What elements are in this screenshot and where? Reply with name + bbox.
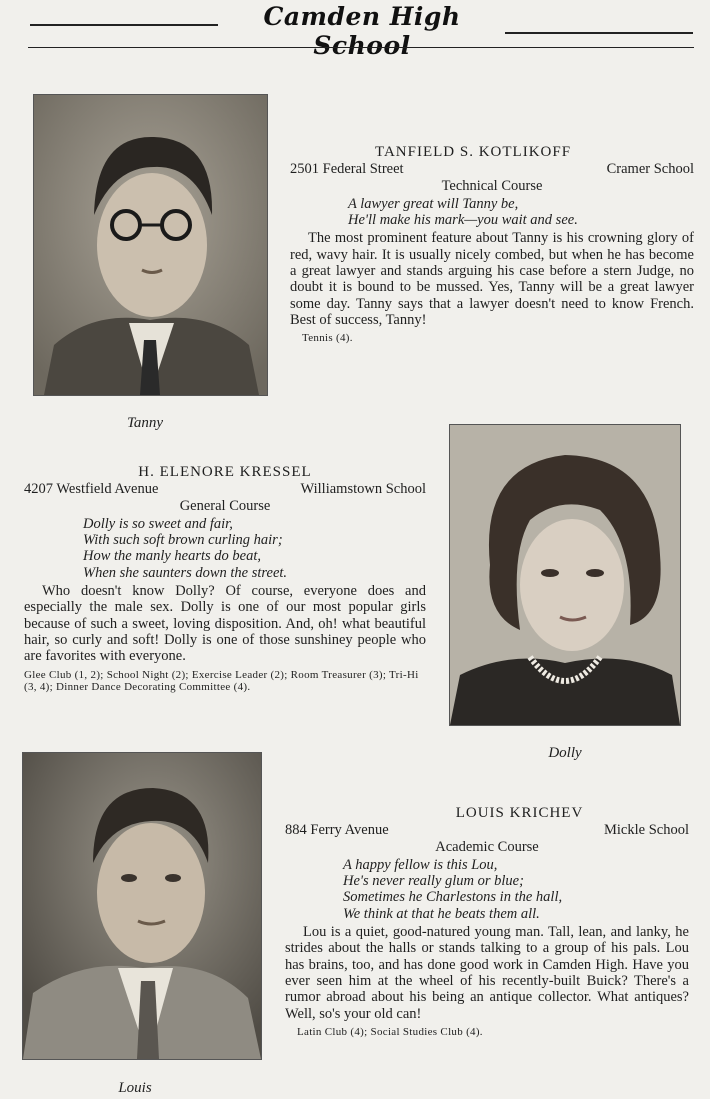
nickname-caption: Dolly [548,745,582,761]
verse-line: Sometimes he Charlestons in the hall, [343,889,563,906]
verse-line: A happy fellow is this Lou, [343,856,498,873]
student-name: H. ELENORE KRESSEL [138,464,312,480]
previous-school: Williamstown School [300,481,426,498]
student-name: LOUIS KRICHEV [455,805,584,821]
verse-line: How the manly hearts do beat, [83,548,262,565]
activities-list: Latin Club (4); Social Studies Club (4). [297,1025,483,1038]
course-name: Technical Course [441,177,543,194]
page-title: Camden High School [263,2,461,60]
header-underline [28,47,694,48]
student-bio: Lou is a quiet, good-natured young man. Tall, lean, and lanky, he strides about the halls or stands talking to a group of his pals. Lou has brains, too, and has done good work in Camden High. Have you ever seen him at the wheel of his recently-built Buick? There's a rumor abroad about his being an antique collector. What antiques? Well, so's your old can! [285,924,689,1022]
portrait-photo-tanny [33,94,268,396]
student-bio: Who doesn't know Dolly? Of course, everyone does and especially the male sex. Dolly is one of our most popular girls because of such a sweet, loving disposition. And, oh! what beautiful hair, so curly and soft! Dolly is one of those sunshiney people who are favorites with everyone. [24,583,426,665]
verse-line: He's never really glum or blue; [343,873,524,890]
student-verse [24,516,426,581]
course-name: Academic Course [435,838,539,855]
student-verse [290,196,694,229]
verse-line: Dolly is so sweet and fair, [83,515,233,532]
verse-line: We think at that he beats them all. [343,905,540,922]
verse-line: With such soft brown curling hair; [83,532,283,549]
student-name: TANFIELD S. KOTLIKOFF [375,144,572,160]
student-entry-kotlikoff [290,144,694,344]
course-name: General Course [179,497,271,514]
nickname-caption: Tanny [126,415,164,431]
student-entry-kressel [24,464,426,693]
verse-line: When she saunters down the street. [83,564,288,581]
activities-list: Tennis (4). [302,332,353,345]
student-entry-krichev [285,805,689,1038]
verse-line: A lawyer great will Tanny be, [348,195,519,212]
header-rule-left [30,24,218,26]
previous-school: Cramer School [606,161,694,178]
page-header [0,0,710,60]
nickname-caption: Louis [118,1080,152,1096]
home-address: 2501 Federal Street [290,161,404,178]
verse-line: He'll make his mark—you wait and see. [348,212,578,229]
header-rule-right [505,32,693,34]
portrait-photo-louis [22,752,262,1060]
student-bio: The most prominent feature about Tanny is his crowning glory of red, wavy hair. It is usually nicely combed, but when he has become a great lawyer and stands arguing his case before a stern Judge, no doubt it is bound to be mussed. Yes, Tanny will be a great lawyer some day. Tanny says that a lawyer doesn't need to know French. Best of success, Tanny! [290,230,694,328]
address-line [285,822,689,838]
address-line [24,481,426,497]
address-line [290,161,694,177]
previous-school: Mickle School [604,822,689,839]
activities-list: Glee Club (1, 2); School Night (2); Exercise Leader (2); Room Treasurer (3); Tri-Hi (3, 4); Dinner Dance Decorating Committee (4). [24,668,419,693]
home-address: 884 Ferry Avenue [285,822,389,839]
home-address: 4207 Westfield Avenue [24,481,159,498]
portrait-photo-dolly [449,424,681,726]
student-verse [285,857,689,922]
